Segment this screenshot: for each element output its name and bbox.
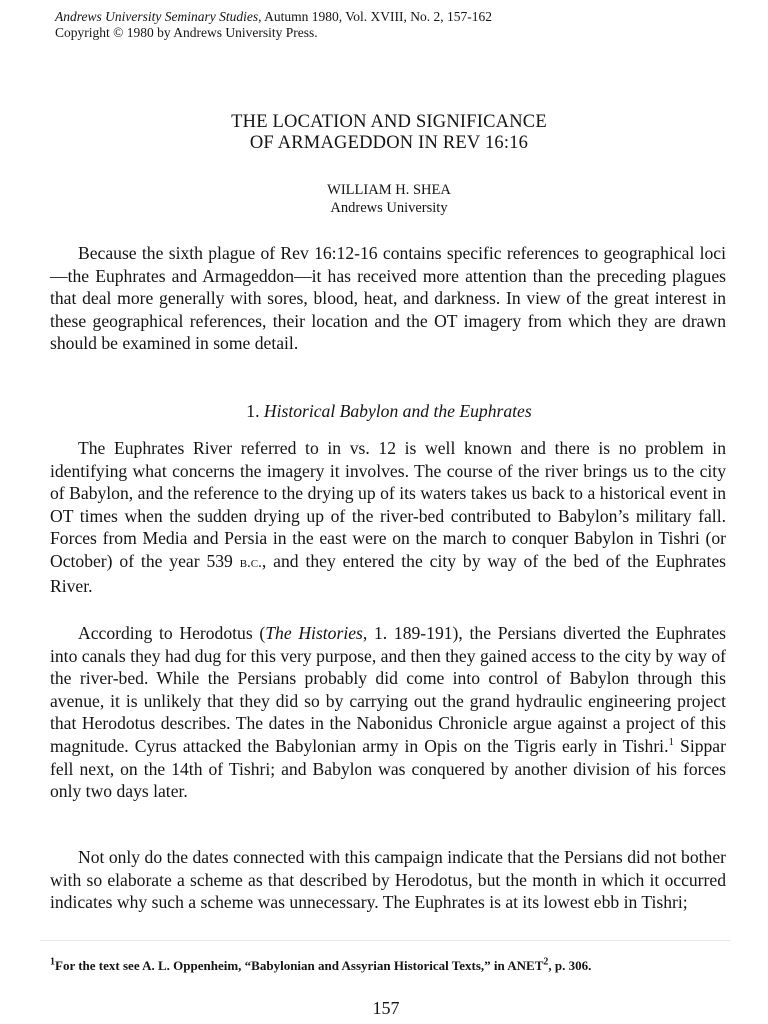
journal-name: Andrews University Seminary Studies, (55, 9, 262, 24)
page-number: 157 (372, 998, 400, 1018)
work-title: The Histories (265, 623, 363, 643)
citation-line (55, 9, 492, 25)
era-abbreviation: b.c. (239, 554, 262, 571)
footnote-superscript: 2 (543, 956, 549, 968)
author-block (0, 181, 768, 217)
paragraph-text (50, 437, 726, 597)
footnote-marker: 1 (50, 956, 55, 968)
footnote-divider (40, 940, 730, 941)
section-title: Historical Babylon and the Euphrates (263, 401, 532, 421)
footnote-ref[interactable]: 1 (668, 736, 674, 749)
copyright-line: Copyright © 1980 by Andrews University Press. (55, 25, 318, 40)
footnote-text: For the text see A. L. Oppenheim, “Babylonian and Assyrian Historical Texts,” in ANET (55, 958, 544, 973)
paragraph-text (50, 622, 726, 803)
text-run: According to Herodotus ( (78, 623, 266, 643)
paragraph-text: Not only do the dates connected with this campaign indicate that the Persians did not bother with so elaborate a scheme as that described by Herodotus, but the month in which it occurred indicates why such a scheme was unnecessary. The Euphrates is at its lowest ebb in Tishri; (50, 847, 726, 913)
footnote-text-end: , p. 306. (548, 958, 592, 973)
issue-info: Autumn 1980, Vol. XVIII, No. 2, 157-162 (261, 9, 492, 24)
text-run: The Euphrates River referred to in vs. 12 is well known and there is no problem in identifying what concerns the imagery it involves. The course of the river brings us to the city of Babylon, and the reference to the drying up of its waters takes us back to a historical event in OT times when the sudden drying up of the river-bed contributed to Babylon’s military fall. Forces from Media and Persia in the east were on the march to conquer Babylon in Tishri (or October) of the year 539 (50, 438, 726, 571)
paragraph-intro (50, 242, 726, 355)
text-run: Sippar fell next, on the 14th of Tishri; and Babylon was conquered by another division of his forces only two days later. (50, 735, 726, 802)
footnote (50, 958, 740, 974)
text-run: , 1. 189-191), the Persians diverted the Euphrates into canals they had dug for this very purpose, and then they gained access to the city by way of the river-bed. While the Persians probably did come into control of Babylon through this avenue, it is unlikely that they did so by carrying out the grand hydraulic engineering project that Herodotus describes. The dates in the Nabonidus Chronicle argue against a project of this magnitude. Cyrus attacked the Babylonian army in Opis on the Tigris early in Tishri. (50, 623, 726, 756)
paragraph-text: Because the sixth plague of Rev 16:12-16 contains specific references to geographical loci—the Euphrates and Armageddon—it has received more attention than the preceding plagues that deal more generally with sores, blood, heat, and darkness. In view of the great interest in these geographical references, their location and the OT imagery from which they are drawn should be examined in some detail. (50, 243, 726, 354)
running-header (55, 9, 492, 41)
title-line-2: OF ARMAGEDDON IN REV 16:16 (249, 133, 529, 153)
section-heading (0, 401, 768, 422)
article-title (0, 112, 768, 154)
paragraph-dates (50, 846, 726, 914)
section-number: 1. (246, 401, 264, 421)
author-name: WILLIAM H. SHEA (327, 182, 451, 198)
author-affiliation: Andrews University (330, 200, 448, 216)
title-line-1: THE LOCATION AND SIGNIFICANCE (231, 112, 547, 132)
text-run: , and they entered the city by way of the bed of the Euphrates River. (50, 550, 726, 596)
paragraph-herodotus (50, 622, 726, 803)
paragraph-euphrates (50, 437, 726, 597)
